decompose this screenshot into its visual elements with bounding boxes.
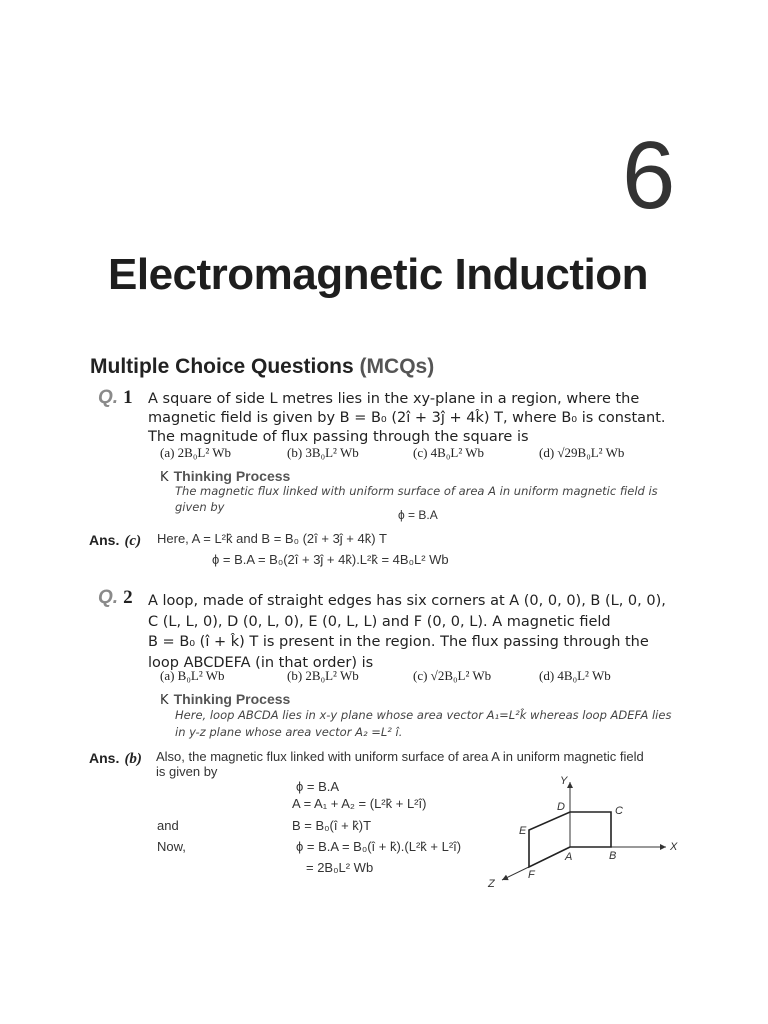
question-line: magnetic field is given by B = B₀ (2î + 3ĵ + 4k̂) T, where B₀ is constant. <box>148 410 666 426</box>
chapter-number: 6 <box>622 122 676 229</box>
thinking-title: Thinking Process <box>173 691 291 707</box>
q2-option-a: (a) B₀L² Wb <box>160 668 225 683</box>
question-1-number <box>98 387 133 409</box>
question-line: B = B₀ (î + k̂) T is present in the region. The flux passing through the <box>148 634 649 650</box>
q2-derivation-3: B = B₀(î + k̂)T <box>292 818 372 833</box>
q1-option-d: (d) √29B₀L² Wb <box>539 445 625 460</box>
label-z: Z <box>488 878 495 890</box>
q2-thinking-process <box>160 689 290 708</box>
q1-option-c: (c) 4B₀L² Wb <box>413 445 485 460</box>
answer-intro-line: is given by <box>156 764 218 779</box>
thinking-title: Thinking Process <box>173 468 291 484</box>
q2-derivation-4-label: Now, <box>157 839 186 854</box>
section-heading <box>90 355 434 379</box>
answer-label: Ans. <box>89 532 120 548</box>
question-line: C (L, L, 0), D (0, L, 0), E (0, L, L) and F (0, 0, L). A magnetic field <box>148 613 611 630</box>
thinking-marker: K <box>160 470 169 485</box>
question-label: Q. <box>98 587 119 608</box>
question-line: The magnitude of flux passing through the square is <box>148 429 529 445</box>
q2-derivation-1: ϕ = B.A <box>296 779 340 794</box>
q2-thinking-text <box>175 707 680 741</box>
q2-answer-label <box>89 748 142 768</box>
question-line: A square of side L metres lies in the xy-plane in a region, where the <box>148 391 640 407</box>
q2-option-c: (c) √2B₀L² Wb <box>413 668 492 683</box>
q2-option-b: (b) 2B₀L² Wb <box>287 668 359 683</box>
question-number: 2 <box>123 587 133 608</box>
section-subtitle: (MCQs) <box>359 355 435 378</box>
answer-intro-line: Also, the magnetic flux linked with uniform surface of area A in uniform magnetic field <box>156 749 644 764</box>
q2-derivation-4: ϕ = B.A = B₀(î + k̂).(L²k̂ + L²î) <box>296 839 462 854</box>
question-2-number <box>98 587 133 609</box>
q2-option-d: (d) 4B₀L² Wb <box>539 668 611 683</box>
label-c: C <box>615 805 623 817</box>
question-line: A loop, made of straight edges has six corners at A (0, 0, 0), B (L, 0, 0), <box>148 593 666 609</box>
q1-answer-label <box>89 530 141 550</box>
label-x: X <box>670 841 678 853</box>
q1-answer-line-1: Here, A = L²k̂ and B = B₀ (2î + 3ĵ + 4k̂) T <box>157 531 387 546</box>
q2-derivation-3-label: and <box>157 818 179 833</box>
label-y: Y <box>560 775 568 787</box>
q1-thinking-formula: ϕ = B.A <box>398 508 438 522</box>
thinking-line: The magnetic flux linked with uniform surface of area A in uniform magnetic field is <box>175 484 658 498</box>
section-title: Multiple Choice Questions <box>90 355 354 378</box>
answer-label: Ans. <box>89 750 120 766</box>
thinking-line: in y-z plane whose area vector A₂ =L² î. <box>175 725 403 739</box>
question-line: loop ABCDEFA (in that order) is <box>148 654 374 671</box>
q1-answer-line-2: ϕ = B.A = B₀(2î + 3ĵ + 4k̂).L²k̂ = 4B₀L² Wb <box>212 552 449 567</box>
loop-figure <box>480 770 690 895</box>
chapter-title: Electromagnetic Induction <box>108 250 649 299</box>
label-f: F <box>528 869 535 881</box>
label-b: B <box>609 850 617 862</box>
label-d: D <box>557 801 565 813</box>
question-number: 1 <box>123 387 133 408</box>
answer-key: (b) <box>124 751 142 767</box>
question-1-text <box>148 390 680 447</box>
q2-derivation-5: = 2B₀L² Wb <box>306 860 374 875</box>
label-a: A <box>565 851 573 863</box>
thinking-marker: K <box>160 693 169 708</box>
q1-option-b: (b) 3B₀L² Wb <box>287 445 359 460</box>
q2-derivation-2: A = A₁ + A₂ = (L²k̂ + L²î) <box>292 796 427 811</box>
thinking-line: given by <box>175 500 225 514</box>
thinking-line: Here, loop ABCDA lies in x-y plane whose area vector A₁=L²k̂ whereas loop ADEFA lies <box>175 708 672 722</box>
answer-key: (c) <box>124 533 142 549</box>
question-2-text <box>148 591 680 673</box>
q1-option-a: (a) 2B₀L² Wb <box>160 445 232 460</box>
question-label: Q. <box>98 387 119 408</box>
label-e: E <box>519 825 527 837</box>
